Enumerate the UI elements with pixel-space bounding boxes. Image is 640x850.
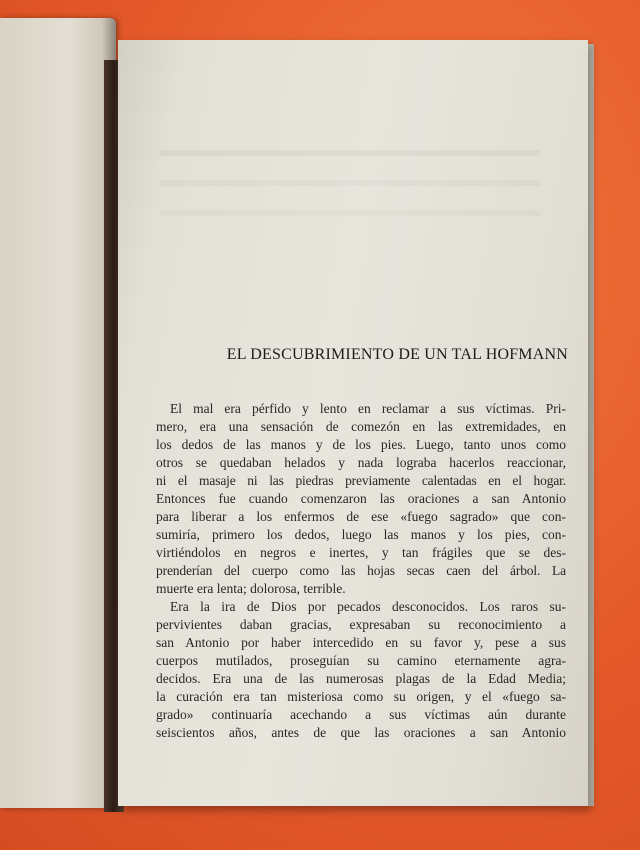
text-line: la curación era tan misteriosa como su origen, y el «fuego sa- (156, 689, 566, 704)
text-line: otros se quedaban helados y nada lograba hacerlos reaccionar, (156, 455, 566, 470)
text-line: pervivientes daban gracias, expresaban su reconocimiento a (156, 617, 566, 632)
text-line: los dedos de las manos y de los pies. Luego, tanto unos como (156, 437, 566, 452)
text-line: sumiría, primero los dedos, luego las manos y los pies, con- (156, 527, 566, 542)
text-line: para liberar a los enfermos de ese «fuego sagrado» que con- (156, 509, 566, 524)
left-page (0, 18, 116, 808)
body-text (156, 400, 566, 742)
text-line: grado» continuaría acechando a sus víctimas aún durante (156, 707, 566, 722)
chapter-title: EL DESCUBRIMIENTO DE UN TAL HOFMANN (226, 346, 568, 363)
show-through-text (160, 150, 540, 156)
text-line: El mal era pérfido y lento en reclamar a sus víctimas. Pri- (170, 401, 566, 416)
text-line: Era la ira de Dios por pecados desconocidos. Los raros su- (170, 599, 566, 614)
text-line: ni el masaje ni las piedras previamente calentadas en el hogar. (156, 473, 566, 488)
text-line: seiscientos años, antes de que las oraciones a san Antonio (156, 725, 566, 740)
text-line: Entonces fue cuando comenzaron las oraciones a san Antonio (156, 491, 566, 506)
text-line: prenderían del cuerpo como las hojas secas caen del árbol. La (156, 563, 566, 578)
text-line: decidos. Era una de las numerosas plagas de la Edad Media; (156, 671, 566, 686)
text-line: virtiéndolos en negros e inertes, y tan frágiles que se des- (156, 545, 566, 560)
text-line: cuerpos mutilados, proseguían su camino eternamente agra- (156, 653, 566, 668)
text-line: mero, era una sensación de comezón en las extremidades, en (156, 419, 566, 434)
text-line: muerte era lenta; dolorosa, terrible. (156, 581, 346, 596)
text-line: san Antonio por haber intercedido en su favor y, pese a sus (156, 635, 566, 650)
